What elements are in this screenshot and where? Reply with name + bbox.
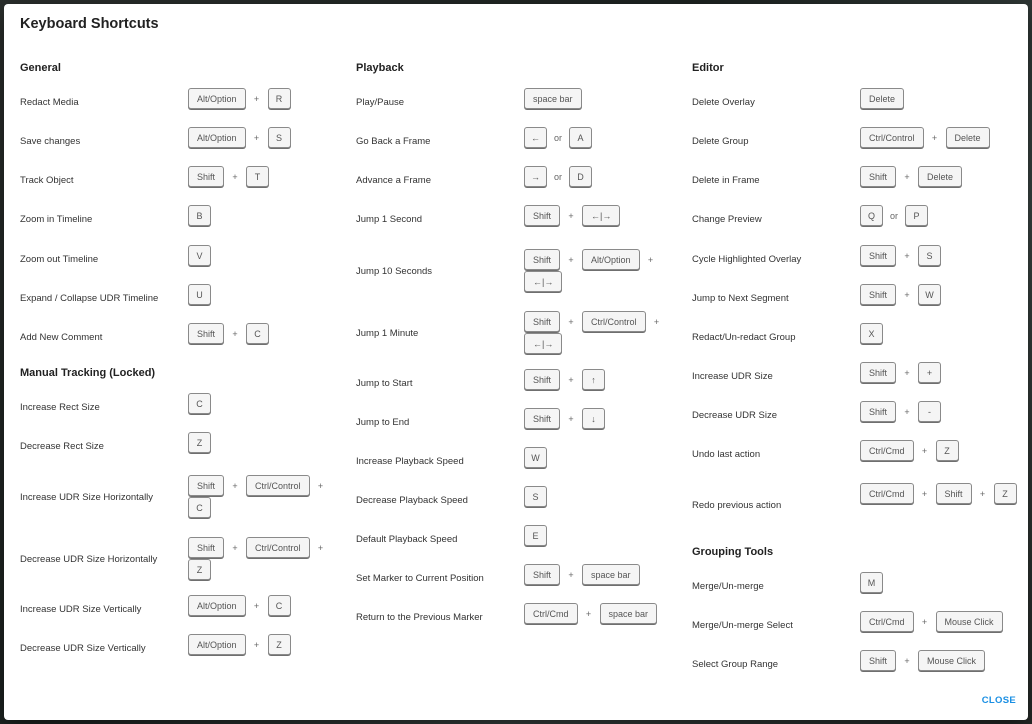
- shortcut-label: Increase Rect Size: [20, 402, 100, 413]
- key-combo: [524, 447, 684, 468]
- key-cap: ↓: [582, 408, 605, 429]
- key-combo: [188, 245, 348, 266]
- shortcut-label: Select Group Range: [692, 659, 779, 670]
- section-title-editor: Editor: [692, 62, 724, 74]
- shortcut-label: Increase Playback Speed: [356, 456, 464, 467]
- plus-separator: +: [568, 316, 574, 327]
- key-cap: Shift: [524, 408, 560, 429]
- key-cap: W: [524, 447, 547, 468]
- key-cap: space bar: [582, 564, 640, 585]
- shortcut-label: Default Playback Speed: [356, 534, 458, 545]
- key-combo: [860, 483, 1020, 504]
- close-button[interactable]: CLOSE: [981, 695, 1016, 706]
- plus-separator: +: [232, 328, 238, 339]
- plus-separator: +: [931, 132, 938, 143]
- key-cap: Shift: [188, 166, 224, 187]
- key-cap: Mouse Click: [936, 611, 1003, 632]
- shortcut-label: Go Back a Frame: [356, 136, 431, 147]
- plus-separator: +: [647, 254, 654, 265]
- key-cap: E: [524, 525, 547, 546]
- shortcut-label: Increase UDR Size Vertically: [20, 604, 142, 615]
- key-combo: [188, 88, 348, 109]
- key-cap: Delete: [860, 88, 904, 109]
- keyboard-shortcuts-dialog: [4, 4, 1028, 720]
- plus-separator: +: [568, 254, 574, 265]
- shortcut-label: Redact Media: [20, 97, 79, 108]
- shortcut-label: Merge/Un-merge Select: [692, 620, 793, 631]
- key-cap: Shift: [188, 537, 224, 558]
- plus-separator: +: [904, 655, 910, 666]
- section-title-general: General: [20, 62, 61, 74]
- shortcut-label: Play/Pause: [356, 97, 405, 108]
- key-cap: M: [860, 572, 883, 593]
- key-cap: Alt/Option: [582, 249, 640, 270]
- key-combo: [860, 323, 1020, 344]
- plus-separator: +: [253, 93, 260, 104]
- key-cap: Shift: [188, 475, 224, 496]
- key-combo: [188, 634, 348, 655]
- key-cap: ←|→: [582, 205, 620, 226]
- key-cap: Shift: [860, 284, 896, 305]
- key-cap: Shift: [860, 401, 896, 422]
- key-cap: Ctrl/Control: [246, 537, 310, 558]
- plus-separator: +: [317, 542, 324, 553]
- key-combo: [860, 611, 1020, 632]
- key-combo: [860, 650, 1020, 671]
- shortcut-label: Decrease UDR Size Vertically: [20, 643, 146, 654]
- plus-separator: +: [904, 250, 910, 261]
- key-cap: ←: [524, 127, 547, 148]
- key-combo: [860, 284, 1020, 305]
- key-combo: [188, 284, 348, 305]
- shortcut-label: Jump to Next Segment: [692, 293, 789, 304]
- key-cap: Shift: [860, 362, 896, 383]
- shortcut-label: Redo previous action: [692, 500, 782, 511]
- plus-separator: +: [904, 367, 910, 378]
- key-cap: →: [524, 166, 547, 187]
- key-cap: -: [918, 401, 941, 422]
- plus-separator: +: [921, 445, 928, 456]
- shortcut-label: Save changes: [20, 136, 81, 147]
- key-combo: [188, 205, 348, 226]
- key-cap: Ctrl/Cmd: [860, 440, 914, 461]
- key-cap: S: [524, 486, 547, 507]
- key-cap: Shift: [936, 483, 972, 504]
- key-combo: [524, 249, 684, 292]
- or-separator: or: [553, 171, 562, 182]
- key-combo: [524, 525, 684, 546]
- key-combo: [524, 166, 684, 187]
- key-cap: Shift: [860, 245, 896, 266]
- shortcut-label: Cycle Highlighted Overlay: [692, 254, 802, 265]
- plus-separator: +: [232, 542, 238, 553]
- key-combo: [188, 595, 348, 616]
- key-combo: [860, 401, 1020, 422]
- shortcut-label: Decrease UDR Size: [692, 410, 777, 421]
- key-cap: Ctrl/Cmd: [860, 483, 914, 504]
- key-cap: Z: [268, 634, 291, 655]
- plus-separator: +: [568, 569, 574, 580]
- shortcut-label: Jump to End: [356, 417, 410, 428]
- key-cap: Shift: [524, 205, 560, 226]
- key-cap: space bar: [524, 88, 582, 109]
- plus-separator: +: [568, 374, 574, 385]
- key-cap: Delete: [946, 127, 990, 148]
- plus-separator: +: [585, 608, 592, 619]
- shortcut-label: Add New Comment: [20, 332, 103, 343]
- key-cap: Shift: [524, 369, 560, 390]
- key-combo: [188, 166, 348, 187]
- shortcut-label: Jump 1 Minute: [356, 328, 419, 339]
- or-separator: or: [889, 210, 898, 221]
- key-cap: D: [569, 166, 592, 187]
- plus-separator: +: [568, 210, 574, 221]
- key-combo: [188, 432, 348, 453]
- plus-separator: +: [253, 600, 260, 611]
- key-combo: [188, 475, 348, 518]
- dialog-title: Keyboard Shortcuts: [20, 16, 159, 32]
- key-cap: ↑: [582, 369, 605, 390]
- key-cap: Alt/Option: [188, 88, 246, 109]
- plus-separator: +: [568, 413, 574, 424]
- section-title-manual-tracking-locked: Manual Tracking (Locked): [20, 367, 156, 379]
- shortcut-label: Return to the Previous Marker: [356, 612, 483, 623]
- key-cap: Shift: [524, 249, 560, 270]
- plus-separator: +: [904, 289, 910, 300]
- key-cap: A: [569, 127, 592, 148]
- shortcut-label: Jump 1 Second: [356, 214, 423, 225]
- shortcut-label: Jump 10 Seconds: [356, 266, 433, 277]
- plus-separator: +: [921, 488, 928, 499]
- key-combo: [188, 323, 348, 344]
- shortcut-label: Delete in Frame: [692, 175, 760, 186]
- key-cap: Shift: [860, 650, 896, 671]
- shortcut-label: Increase UDR Size: [692, 371, 773, 382]
- key-combo: [524, 205, 684, 226]
- key-cap: T: [246, 166, 269, 187]
- key-cap: Z: [994, 483, 1017, 504]
- shortcut-label: Decrease UDR Size Horizontally: [20, 554, 158, 565]
- shortcut-label: Decrease Rect Size: [20, 441, 104, 452]
- key-cap: B: [188, 205, 211, 226]
- shortcut-label: Track Object: [20, 175, 74, 186]
- key-combo: [188, 393, 348, 414]
- section-title-playback: Playback: [356, 62, 404, 74]
- key-cap: Shift: [860, 166, 896, 187]
- key-combo: [860, 440, 1020, 461]
- key-combo: [860, 127, 1020, 148]
- key-combo: [188, 127, 348, 148]
- plus-separator: +: [253, 639, 260, 650]
- key-cap: Alt/Option: [188, 127, 246, 148]
- shortcut-label: Advance a Frame: [356, 175, 431, 186]
- key-combo: [860, 362, 1020, 383]
- key-cap: Shift: [524, 311, 560, 332]
- key-combo: [860, 205, 1020, 226]
- key-combo: [524, 311, 684, 354]
- shortcut-label: Expand / Collapse UDR Timeline: [20, 293, 159, 304]
- key-cap: Z: [188, 559, 211, 580]
- key-cap: Alt/Option: [188, 634, 246, 655]
- key-cap: +: [918, 362, 941, 383]
- plus-separator: +: [317, 480, 324, 491]
- shortcut-label: Zoom out Timeline: [20, 254, 99, 265]
- key-cap: ←|→: [524, 271, 562, 292]
- key-combo: [188, 537, 348, 580]
- key-cap: C: [246, 323, 269, 344]
- key-combo: [524, 564, 684, 585]
- key-cap: C: [188, 393, 211, 414]
- key-cap: Ctrl/Control: [860, 127, 924, 148]
- key-combo: [524, 127, 684, 148]
- key-combo: [524, 408, 684, 429]
- key-cap: W: [918, 284, 941, 305]
- key-cap: Mouse Click: [918, 650, 985, 671]
- shortcut-label: Jump to Start: [356, 378, 413, 389]
- key-cap: C: [188, 497, 211, 518]
- shortcut-label: Delete Group: [692, 136, 749, 147]
- key-cap: ←|→: [524, 333, 562, 354]
- shortcut-label: Increase UDR Size Horizontally: [20, 492, 154, 503]
- plus-separator: +: [232, 480, 238, 491]
- plus-separator: +: [979, 488, 986, 499]
- or-separator: or: [553, 132, 562, 143]
- key-cap: S: [918, 245, 941, 266]
- key-cap: S: [268, 127, 291, 148]
- shortcut-label: Redact/Un-redact Group: [692, 332, 796, 343]
- key-combo: [860, 88, 1020, 109]
- key-cap: X: [860, 323, 883, 344]
- shortcut-label: Zoom in Timeline: [20, 214, 93, 225]
- key-cap: Alt/Option: [188, 595, 246, 616]
- plus-separator: +: [653, 316, 660, 327]
- key-cap: R: [268, 88, 291, 109]
- key-cap: V: [188, 245, 211, 266]
- shortcut-label: Undo last action: [692, 449, 761, 460]
- key-combo: [860, 166, 1020, 187]
- key-combo: [524, 369, 684, 390]
- key-combo: [524, 486, 684, 507]
- shortcut-label: Delete Overlay: [692, 97, 755, 108]
- key-cap: U: [188, 284, 211, 305]
- key-cap: Ctrl/Cmd: [524, 603, 578, 624]
- key-combo: [524, 603, 684, 624]
- shortcut-label: Merge/Un-merge: [692, 581, 764, 592]
- key-cap: Shift: [524, 564, 560, 585]
- plus-separator: +: [232, 171, 238, 182]
- key-cap: Delete: [918, 166, 962, 187]
- shortcut-label: Set Marker to Current Position: [356, 573, 484, 584]
- key-cap: Q: [860, 205, 883, 226]
- key-cap: Ctrl/Cmd: [860, 611, 914, 632]
- key-cap: Z: [936, 440, 959, 461]
- key-cap: Shift: [188, 323, 224, 344]
- key-cap: P: [905, 205, 928, 226]
- key-combo: [860, 572, 1020, 593]
- key-combo: [860, 245, 1020, 266]
- plus-separator: +: [921, 616, 928, 627]
- plus-separator: +: [904, 406, 910, 417]
- plus-separator: +: [253, 132, 260, 143]
- shortcut-label: Change Preview: [692, 214, 762, 225]
- key-combo: [524, 88, 684, 109]
- key-cap: space bar: [600, 603, 658, 624]
- key-cap: Z: [188, 432, 211, 453]
- key-cap: Ctrl/Control: [582, 311, 646, 332]
- section-title-grouping-tools: Grouping Tools: [692, 546, 774, 558]
- plus-separator: +: [904, 171, 910, 182]
- key-cap: C: [268, 595, 291, 616]
- shortcut-label: Decrease Playback Speed: [356, 495, 468, 506]
- key-cap: Ctrl/Control: [246, 475, 310, 496]
